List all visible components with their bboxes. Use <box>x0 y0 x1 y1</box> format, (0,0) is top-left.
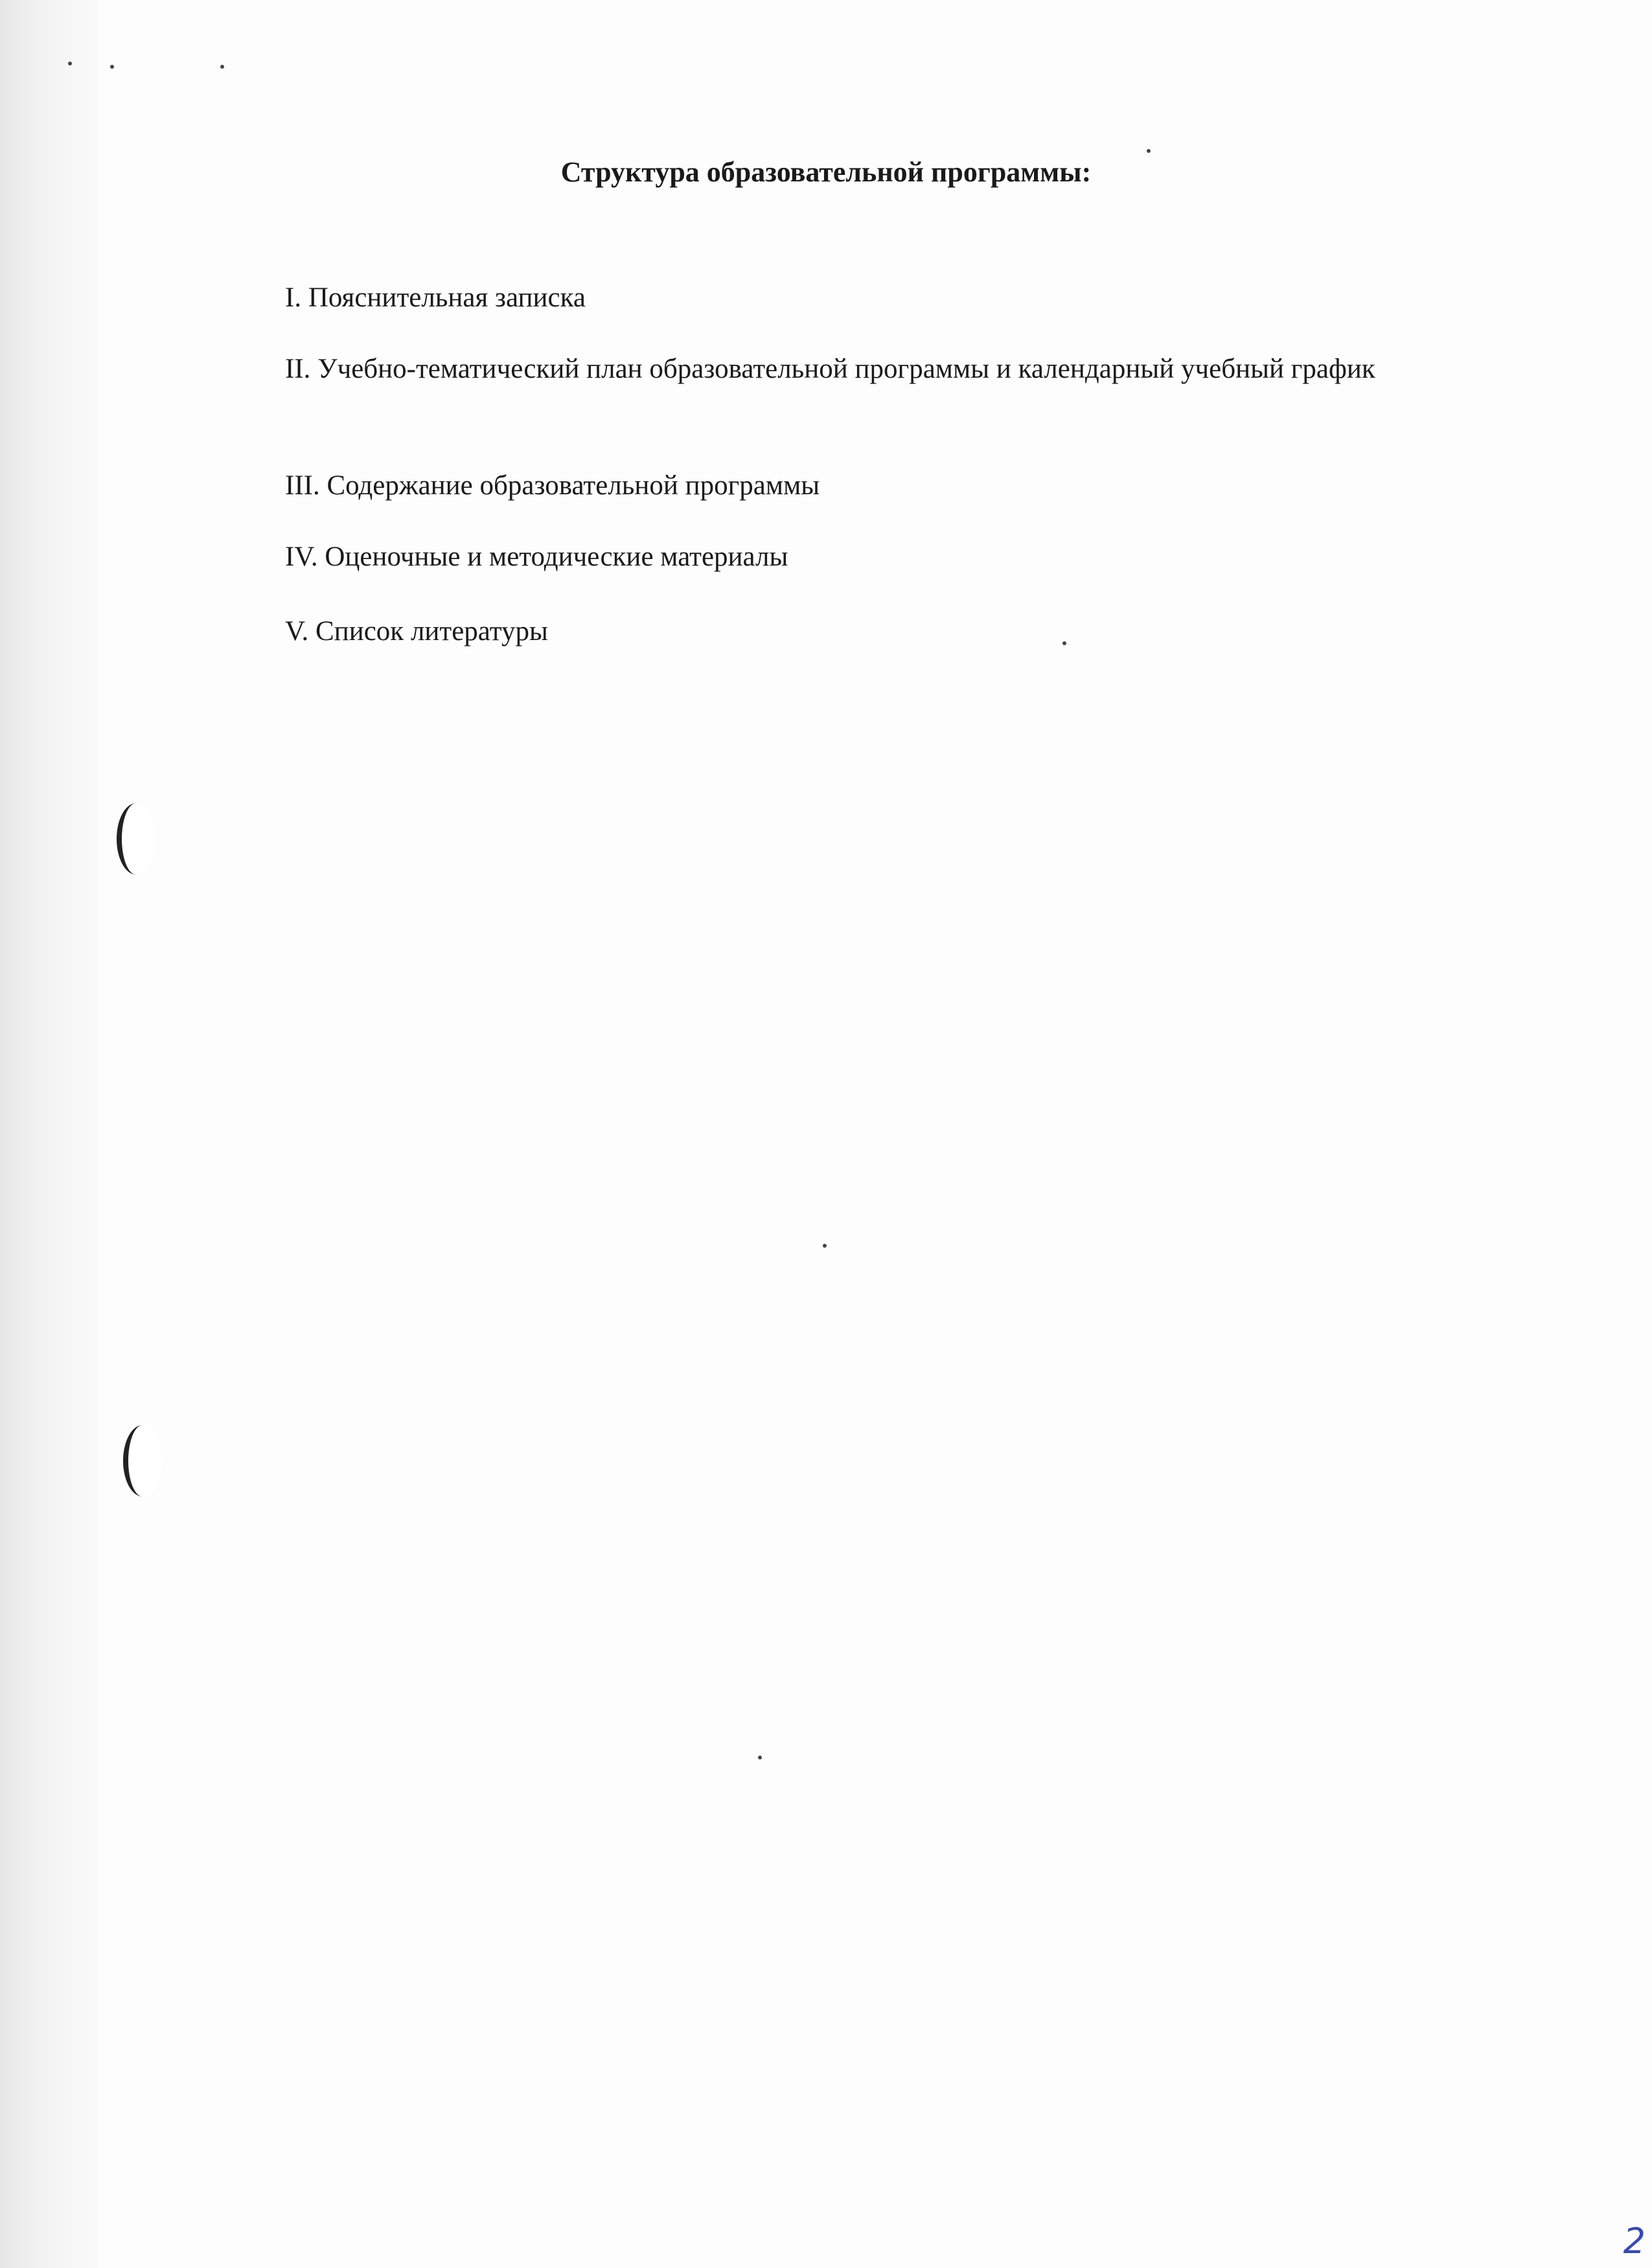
scan-speck <box>1147 149 1151 153</box>
toc-item: V. Список литературы <box>285 616 548 647</box>
scan-speck <box>68 62 72 65</box>
scan-speck <box>758 1756 762 1759</box>
punch-hole-bottom <box>123 1425 162 1496</box>
scan-speck <box>1062 641 1066 645</box>
scan-speck <box>220 65 224 69</box>
toc-item: I. Пояснительная записка <box>285 282 586 313</box>
toc-item: II. Учебно-тематический план образовательной программы и календарный учебный график <box>285 354 1375 384</box>
scan-speck <box>110 65 114 69</box>
binding-shadow <box>0 0 97 2268</box>
scan-speck <box>823 1244 827 1248</box>
toc-item: IV. Оценочные и методические материалы <box>285 542 788 572</box>
page-number: 2 <box>1623 2221 1646 2262</box>
toc-item: III. Содержание образовательной программы <box>285 470 820 501</box>
punch-hole-top <box>117 803 155 875</box>
document-title: Структура образовательной программы: <box>560 156 1092 188</box>
